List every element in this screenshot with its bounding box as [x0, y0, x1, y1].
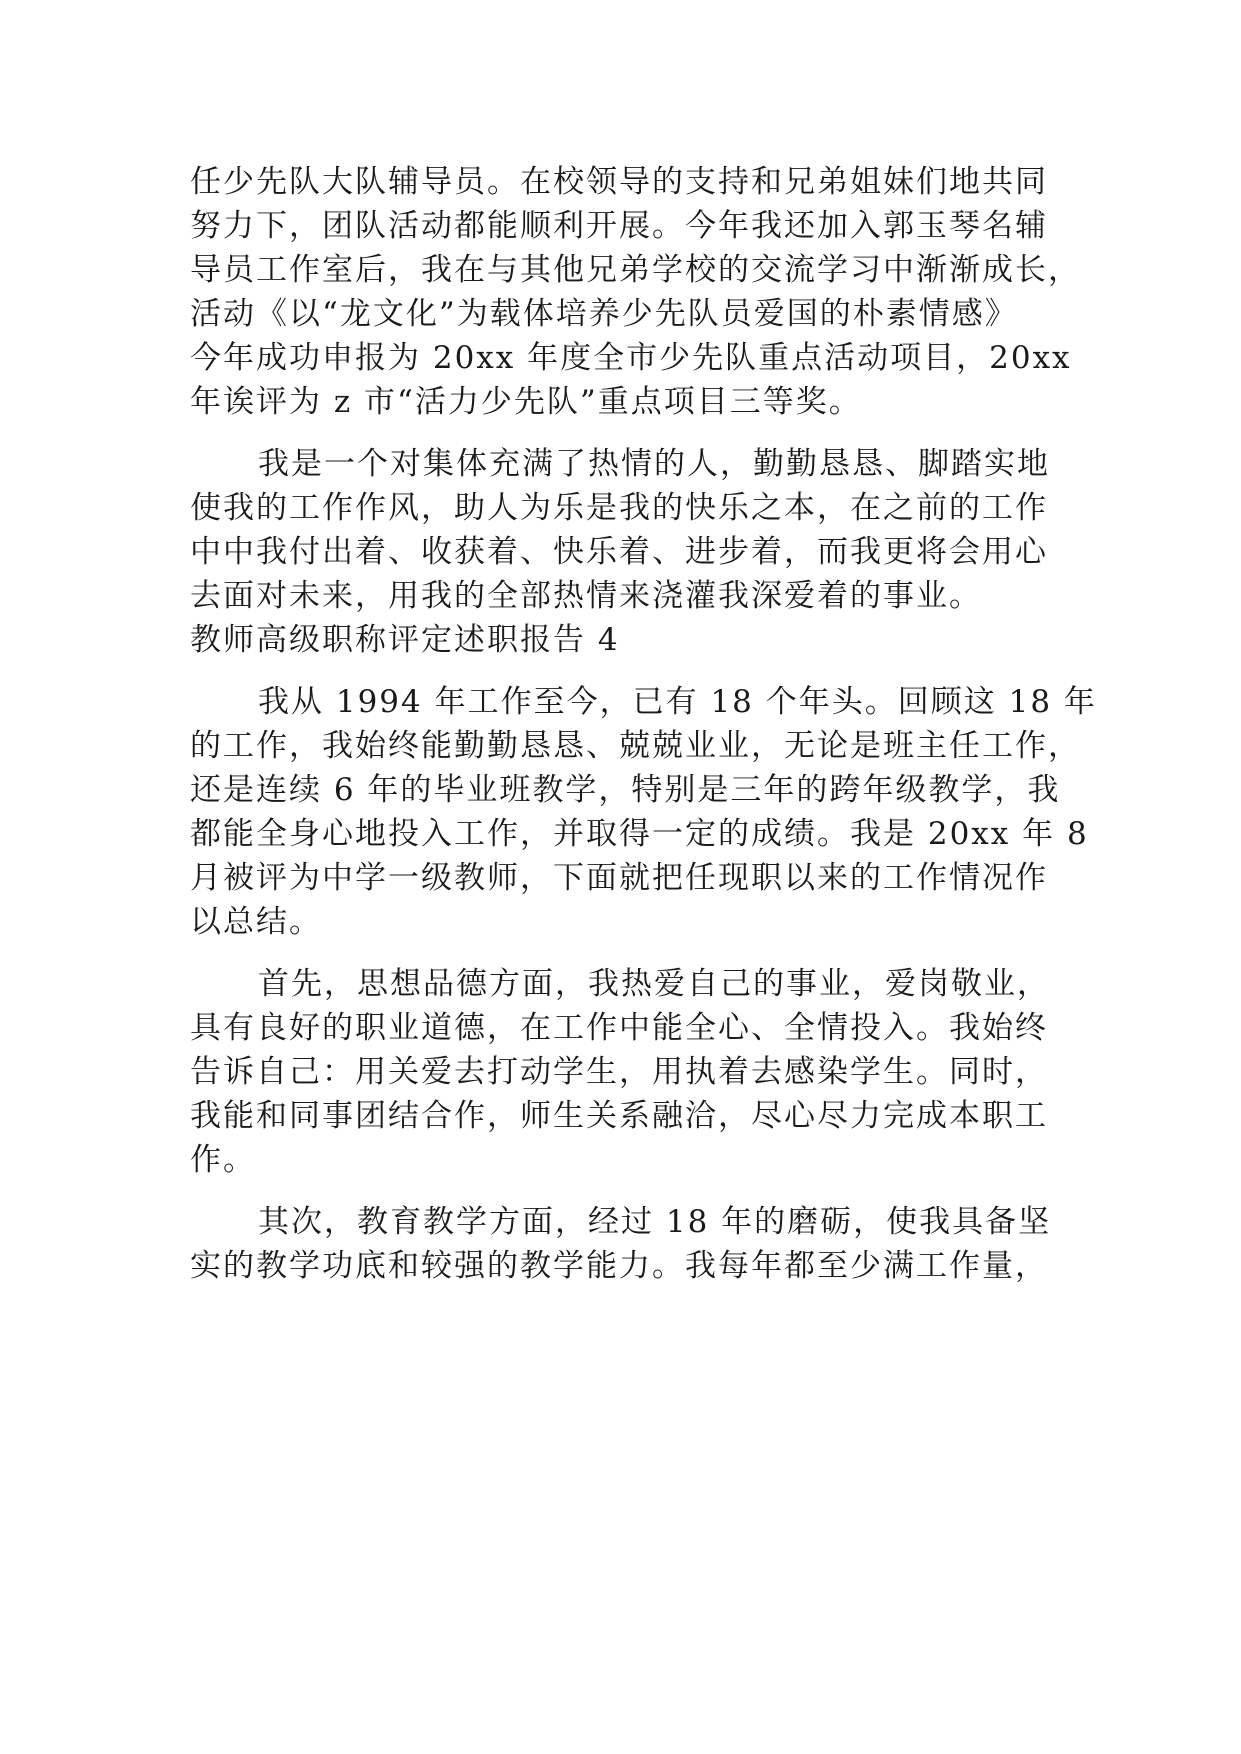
- text-line: 其次，教育教学方面，经过 18 年的磨砺，使我具备坚: [258, 1204, 1052, 1240]
- section-title: 教师高级职称评定述职报告 4: [190, 622, 620, 658]
- text-line: 活动《以“龙文化”为载体培养少先队员爱国的朴素情感》: [190, 296, 1018, 332]
- text-line: 使我的工作作风，助人为乐是我的快乐之本，在之前的工作: [190, 490, 1048, 526]
- paragraph-1: [190, 160, 1090, 424]
- paragraph-gap: [190, 662, 1090, 680]
- paragraph-5: [190, 1200, 1090, 1288]
- paragraph-gap: [190, 944, 1090, 962]
- text-line: 还是连续 6 年的毕业班教学，特别是三年的跨年级教学，我: [190, 772, 1061, 808]
- text-line: 努力下，团队活动都能顺利开展。今年我还加入郭玉琴名辅: [190, 208, 1048, 244]
- text-line: 我从 1994 年工作至今，已有 18 个年头。回顾这 18 年: [258, 684, 1097, 720]
- text-line: 以总结。: [190, 904, 322, 940]
- text-line: 作。: [190, 1142, 256, 1178]
- text-line: 月被评为中学一级教师，下面就把任现职以来的工作情况作: [190, 860, 1048, 896]
- text-line: 的工作，我始终能勤勤恳恳、兢兢业业，无论是班主任工作，: [190, 728, 1081, 764]
- text-line: 去面对未来，用我的全部热情来浇灌我深爱着的事业。: [190, 578, 982, 614]
- section-heading: [190, 618, 1090, 662]
- text-line: 今年成功申报为 20xx 年度全市少先队重点活动项目，20xx: [190, 340, 1072, 376]
- text-line: 都能全身心地投入工作，并取得一定的成绩。我是 20xx 年 8: [190, 816, 1089, 852]
- text-line: 年诶评为 z 市“活力少先队”重点项目三等奖。: [190, 384, 862, 420]
- paragraph-gap: [190, 424, 1090, 442]
- paragraph-3: [190, 680, 1097, 944]
- text-line: 导员工作室后，我在与其他兄弟学校的交流学习中渐渐成长，: [190, 252, 1081, 288]
- text-line: 任少先队大队辅导员。在校领导的支持和兄弟姐妹们地共同: [190, 164, 1048, 200]
- paragraph-gap: [190, 1182, 1090, 1200]
- paragraph-4: [190, 962, 1090, 1182]
- text-line: 我是一个对集体充满了热情的人，勤勤恳恳、脚踏实地: [258, 446, 1050, 482]
- text-line: 中中我付出着、收获着、快乐着、进步着，而我更将会用心: [190, 534, 1048, 570]
- text-line: 具有良好的职业道德，在工作中能全心、全情投入。我始终: [190, 1010, 1048, 1046]
- text-line: 首先，思想品德方面，我热爱自己的事业，爱岗敬业，: [258, 966, 1050, 1002]
- text-line: 实的教学功底和较强的教学能力。我每年都至少满工作量，: [190, 1248, 1048, 1284]
- document-body: [190, 160, 1097, 1288]
- text-line: 告诉自己：用关爱去打动学生，用执着去感染学生。同时，: [190, 1054, 1048, 1090]
- paragraph-2: [190, 442, 1090, 618]
- text-line: 我能和同事团结合作，师生关系融洽，尽心尽力完成本职工: [190, 1098, 1048, 1134]
